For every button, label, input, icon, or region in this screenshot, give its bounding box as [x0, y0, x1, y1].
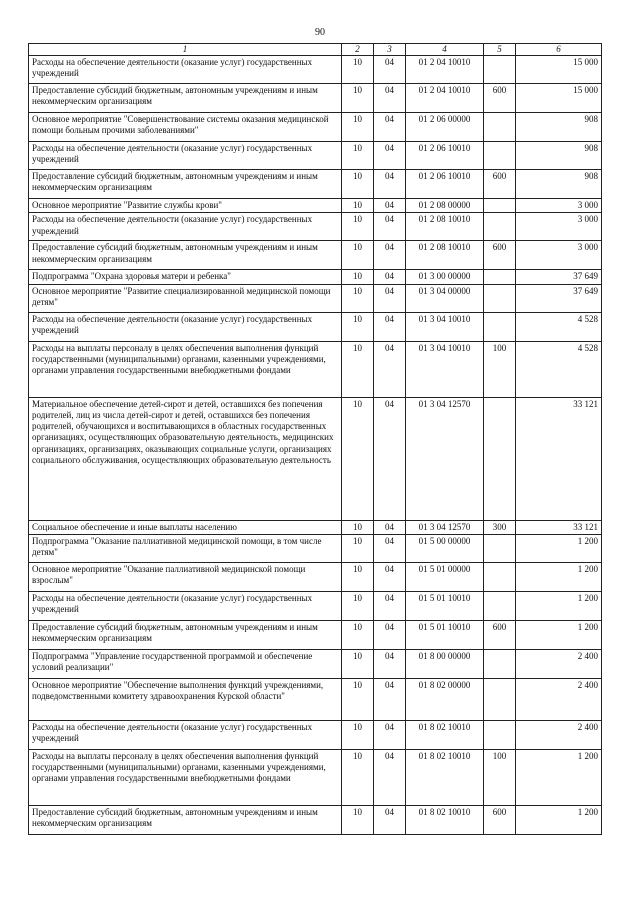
row-name-cell: Основное мероприятие "Оказание паллиативной медицинской помощи взрослым" [29, 562, 342, 591]
table-row [29, 84, 602, 113]
row-expense-type-cell [484, 270, 516, 284]
row-razdel-cell: 10 [342, 534, 374, 562]
row-name-cell: Предоставление субсидий бюджетным, автономным учреждениям и иным некоммерческим организациям [29, 84, 342, 113]
row-amount-cell: 1 200 [516, 805, 602, 834]
row-target-article-cell: 01 3 04 10010 [406, 312, 484, 341]
row-target-article-cell: 01 5 01 10010 [406, 620, 484, 649]
row-expense-type-cell [484, 678, 516, 720]
table-row [29, 520, 602, 534]
row-razdel-cell: 10 [342, 341, 374, 397]
row-target-article-cell: 01 2 04 10010 [406, 56, 484, 84]
row-razdel-cell: 10 [342, 213, 374, 241]
row-amount-cell: 15 000 [516, 56, 602, 84]
row-name-cell: Подпрограмма "Охрана здоровья матери и ребенка" [29, 270, 342, 284]
row-amount-cell: 2 400 [516, 720, 602, 749]
table-row [29, 284, 602, 312]
row-expense-type-cell [484, 142, 516, 170]
row-expense-type-cell: 300 [484, 520, 516, 534]
row-amount-cell: 2 400 [516, 649, 602, 678]
table-row [29, 312, 602, 341]
table-row [29, 113, 602, 142]
row-expense-type-cell [484, 591, 516, 620]
row-name-cell: Расходы на обеспечение деятельности (оказание услуг) государственных учреждений [29, 56, 342, 84]
row-razdel-cell: 10 [342, 241, 374, 270]
row-amount-cell: 2 400 [516, 678, 602, 720]
row-podrazdel-cell: 04 [374, 397, 406, 520]
row-target-article-cell: 01 3 04 00000 [406, 284, 484, 312]
col-header-name: 1 [29, 44, 342, 56]
row-expense-type-cell [484, 312, 516, 341]
row-name-cell: Социальное обеспечение и иные выплаты населению [29, 520, 342, 534]
table-row [29, 270, 602, 284]
row-expense-type-cell: 600 [484, 805, 516, 834]
table-row [29, 199, 602, 213]
row-expense-type-cell [484, 397, 516, 520]
row-expense-type-cell [484, 284, 516, 312]
row-razdel-cell: 10 [342, 720, 374, 749]
row-name-cell: Материальное обеспечение детей-сирот и детей, оставшихся без попечения родителей, лиц из числа детей-сирот и детей, оставшихся без попечения родителей, обучающихся и воспитывающихся в областных государственных организациях, осуществляющих образовательную деятельность, медицинских организациях, организациях, оказывающих социальные услуги, организациях социального обслуживания, осуществляющих образовательную деятельность [29, 397, 342, 520]
row-amount-cell: 3 000 [516, 241, 602, 270]
table-row [29, 805, 602, 834]
row-name-cell: Расходы на обеспечение деятельности (оказание услуг) государственных учреждений [29, 720, 342, 749]
row-target-article-cell: 01 8 02 00000 [406, 678, 484, 720]
row-name-cell: Расходы на обеспечение деятельности (оказание услуг) государственных учреждений [29, 312, 342, 341]
row-razdel-cell: 10 [342, 312, 374, 341]
col-header-target-article: 4 [406, 44, 484, 56]
row-target-article-cell: 01 2 06 10010 [406, 170, 484, 199]
row-razdel-cell: 10 [342, 113, 374, 142]
col-header-podrazdel: 3 [374, 44, 406, 56]
table-row [29, 397, 602, 520]
header-row [29, 44, 602, 56]
row-expense-type-cell [484, 113, 516, 142]
row-podrazdel-cell: 04 [374, 170, 406, 199]
row-amount-cell: 1 200 [516, 749, 602, 805]
row-amount-cell: 4 528 [516, 341, 602, 397]
row-name-cell: Основное мероприятие "Обеспечение выполнения функций учреждениями, подведомственными комитету здравоохранения Курской области" [29, 678, 342, 720]
table-row [29, 534, 602, 562]
row-razdel-cell: 10 [342, 397, 374, 520]
row-razdel-cell: 10 [342, 749, 374, 805]
row-target-article-cell: 01 2 06 10010 [406, 142, 484, 170]
row-amount-cell: 3 000 [516, 199, 602, 213]
row-razdel-cell: 10 [342, 270, 374, 284]
col-header-amount: 6 [516, 44, 602, 56]
row-podrazdel-cell: 04 [374, 341, 406, 397]
row-podrazdel-cell: 04 [374, 562, 406, 591]
row-podrazdel-cell: 04 [374, 534, 406, 562]
row-target-article-cell: 01 8 02 10010 [406, 749, 484, 805]
row-amount-cell: 3 000 [516, 213, 602, 241]
row-expense-type-cell [484, 199, 516, 213]
row-podrazdel-cell: 04 [374, 649, 406, 678]
row-podrazdel-cell: 04 [374, 749, 406, 805]
row-podrazdel-cell: 04 [374, 720, 406, 749]
row-amount-cell: 37 649 [516, 284, 602, 312]
row-target-article-cell: 01 2 08 10010 [406, 213, 484, 241]
row-podrazdel-cell: 04 [374, 678, 406, 720]
row-podrazdel-cell: 04 [374, 113, 406, 142]
row-amount-cell: 1 200 [516, 591, 602, 620]
row-name-cell: Расходы на обеспечение деятельности (оказание услуг) государственных учреждений [29, 142, 342, 170]
row-expense-type-cell [484, 56, 516, 84]
row-target-article-cell: 01 3 04 10010 [406, 341, 484, 397]
row-razdel-cell: 10 [342, 84, 374, 113]
table-row [29, 56, 602, 84]
row-target-article-cell: 01 8 02 10010 [406, 720, 484, 749]
table-row [29, 170, 602, 199]
row-razdel-cell: 10 [342, 562, 374, 591]
row-expense-type-cell: 600 [484, 241, 516, 270]
row-expense-type-cell [484, 562, 516, 591]
row-name-cell: Предоставление субсидий бюджетным, автономным учреждениям и иным некоммерческим организациям [29, 241, 342, 270]
row-target-article-cell: 01 3 00 00000 [406, 270, 484, 284]
row-target-article-cell: 01 2 08 00000 [406, 199, 484, 213]
table-row [29, 562, 602, 591]
row-name-cell: Основное мероприятие "Развитие службы крови" [29, 199, 342, 213]
col-header-razdel: 2 [342, 44, 374, 56]
table-row [29, 749, 602, 805]
row-podrazdel-cell: 04 [374, 591, 406, 620]
row-amount-cell: 908 [516, 170, 602, 199]
row-razdel-cell: 10 [342, 678, 374, 720]
table-row [29, 649, 602, 678]
row-expense-type-cell: 100 [484, 749, 516, 805]
row-podrazdel-cell: 04 [374, 241, 406, 270]
row-name-cell: Предоставление субсидий бюджетным, автономным учреждениям и иным некоммерческим организациям [29, 170, 342, 199]
row-amount-cell: 1 200 [516, 534, 602, 562]
row-razdel-cell: 10 [342, 170, 374, 199]
row-podrazdel-cell: 04 [374, 620, 406, 649]
row-name-cell: Расходы на выплаты персоналу в целях обеспечения выполнения функций государственными (муниципальными) органами, казенными учреждениями, органами управления государственными внебюджетными фондами [29, 749, 342, 805]
row-expense-type-cell [484, 534, 516, 562]
row-name-cell: Расходы на обеспечение деятельности (оказание услуг) государственных учреждений [29, 213, 342, 241]
row-razdel-cell: 10 [342, 142, 374, 170]
row-name-cell: Подпрограмма "Управление государственной программой и обеспечение условий реализации" [29, 649, 342, 678]
row-razdel-cell: 10 [342, 56, 374, 84]
col-header-expense-type: 5 [484, 44, 516, 56]
row-amount-cell: 33 121 [516, 397, 602, 520]
row-target-article-cell: 01 8 02 10010 [406, 805, 484, 834]
row-expense-type-cell: 600 [484, 84, 516, 113]
row-podrazdel-cell: 04 [374, 199, 406, 213]
row-razdel-cell: 10 [342, 284, 374, 312]
row-expense-type-cell [484, 649, 516, 678]
row-name-cell: Подпрограмма "Оказание паллиативной медицинской помощи, в том числе детям" [29, 534, 342, 562]
row-razdel-cell: 10 [342, 520, 374, 534]
row-name-cell: Расходы на обеспечение деятельности (оказание услуг) государственных учреждений [29, 591, 342, 620]
row-podrazdel-cell: 04 [374, 805, 406, 834]
row-razdel-cell: 10 [342, 805, 374, 834]
row-target-article-cell: 01 2 08 10010 [406, 241, 484, 270]
row-name-cell: Основное мероприятие "Развитие специализированной медицинской помощи детям" [29, 284, 342, 312]
row-razdel-cell: 10 [342, 649, 374, 678]
row-podrazdel-cell: 04 [374, 56, 406, 84]
row-target-article-cell: 01 3 04 12570 [406, 520, 484, 534]
row-name-cell: Основное мероприятие "Совершенствование системы оказания медицинской помощи больным прочими заболеваниями" [29, 113, 342, 142]
row-target-article-cell: 01 2 06 00000 [406, 113, 484, 142]
row-razdel-cell: 10 [342, 620, 374, 649]
row-amount-cell: 15 000 [516, 84, 602, 113]
row-podrazdel-cell: 04 [374, 213, 406, 241]
row-podrazdel-cell: 04 [374, 270, 406, 284]
row-target-article-cell: 01 3 04 12570 [406, 397, 484, 520]
row-target-article-cell: 01 2 04 10010 [406, 84, 484, 113]
row-razdel-cell: 10 [342, 199, 374, 213]
row-podrazdel-cell: 04 [374, 520, 406, 534]
row-amount-cell: 908 [516, 142, 602, 170]
table-row [29, 213, 602, 241]
row-amount-cell: 1 200 [516, 562, 602, 591]
row-podrazdel-cell: 04 [374, 284, 406, 312]
row-podrazdel-cell: 04 [374, 142, 406, 170]
row-target-article-cell: 01 5 00 00000 [406, 534, 484, 562]
table-row [29, 142, 602, 170]
row-amount-cell: 908 [516, 113, 602, 142]
row-target-article-cell: 01 8 00 00000 [406, 649, 484, 678]
row-expense-type-cell [484, 213, 516, 241]
row-amount-cell: 37 649 [516, 270, 602, 284]
row-razdel-cell: 10 [342, 591, 374, 620]
table-row [29, 678, 602, 720]
table-row [29, 720, 602, 749]
budget-table [28, 43, 602, 835]
page-number: 90 [315, 27, 325, 38]
row-podrazdel-cell: 04 [374, 84, 406, 113]
row-target-article-cell: 01 5 01 10010 [406, 591, 484, 620]
table-row [29, 591, 602, 620]
table-row [29, 620, 602, 649]
row-name-cell: Предоставление субсидий бюджетным, автономным учреждениям и иным некоммерческим организациям [29, 805, 342, 834]
row-amount-cell: 1 200 [516, 620, 602, 649]
row-expense-type-cell: 600 [484, 170, 516, 199]
row-podrazdel-cell: 04 [374, 312, 406, 341]
row-expense-type-cell: 600 [484, 620, 516, 649]
row-name-cell: Предоставление субсидий бюджетным, автономным учреждениям и иным некоммерческим организациям [29, 620, 342, 649]
row-target-article-cell: 01 5 01 00000 [406, 562, 484, 591]
row-amount-cell: 33 121 [516, 520, 602, 534]
row-expense-type-cell: 100 [484, 341, 516, 397]
row-expense-type-cell [484, 720, 516, 749]
table-row [29, 241, 602, 270]
row-amount-cell: 4 528 [516, 312, 602, 341]
row-name-cell: Расходы на выплаты персоналу в целях обеспечения выполнения функций государственными (муниципальными) органами, казенными учреждениями, органами управления государственными внебюджетными фондами [29, 341, 342, 397]
table-row [29, 341, 602, 397]
